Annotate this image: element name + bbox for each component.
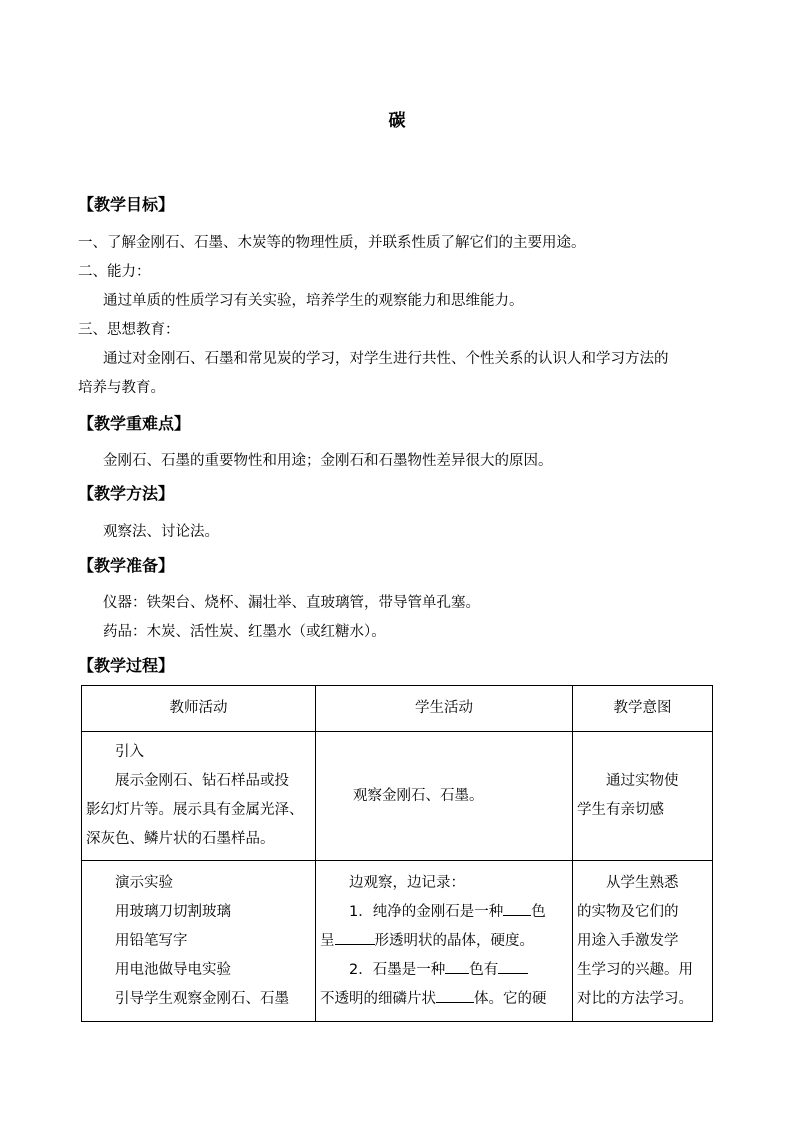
student-text: 体。它的硬 — [474, 990, 547, 1007]
teacher-line: 引导学生观察金刚石、石墨 — [115, 990, 289, 1007]
student-text: 形透明状的晶体，硬度。 — [374, 932, 534, 949]
fill-blank — [498, 956, 528, 974]
methods-text: 观察法、讨论法。 — [103, 524, 219, 540]
student-activity-cell — [316, 861, 573, 1022]
table-header-row — [82, 686, 713, 732]
student-line: 边观察，边记录： — [349, 874, 465, 891]
teacher-line: 影幻灯片等。展示具有金属光泽、 — [86, 802, 304, 818]
prep-heading: 【教学准备】 — [78, 556, 175, 575]
fill-blank — [436, 985, 474, 1003]
process-table — [81, 685, 713, 1022]
intent-cell — [573, 861, 713, 1022]
intent-line: 通过实物使 — [606, 773, 679, 789]
intent-line: 的实物及它们的 — [577, 903, 679, 920]
process-heading: 【教学过程】 — [78, 656, 175, 675]
teacher-activity-cell — [82, 732, 316, 861]
student-activity-cell — [316, 732, 573, 861]
intent-line: 生学习的兴趣。用 — [577, 961, 693, 978]
keypoints-text: 金刚石、石墨的重要物性和用途；金刚石和石墨物性差异很大的原因。 — [103, 453, 553, 469]
intent-line: 用途入手激发学 — [577, 932, 679, 949]
intent-cell — [573, 732, 713, 861]
student-line: 观察金刚石、石墨。 — [353, 787, 484, 804]
goal-item-2: 二、能力： — [78, 264, 151, 280]
methods-heading: 【教学方法】 — [78, 484, 175, 503]
goal-item-3-detail-cont: 培养与教育。 — [78, 380, 165, 396]
student-line — [320, 898, 568, 927]
student-text: 不透明的细磷片状 — [320, 990, 436, 1007]
teacher-line: 用玻璃刀切割玻璃 — [115, 903, 231, 920]
header-intent: 教学意图 — [573, 686, 713, 732]
header-student: 学生活动 — [316, 686, 573, 732]
teacher-line: 演示实验 — [115, 874, 173, 891]
student-line — [320, 985, 568, 1014]
intent-line: 对比的方法学习。 — [577, 990, 693, 1007]
student-text: 呈 — [320, 932, 335, 949]
fill-blank — [503, 898, 531, 916]
student-text: 1．纯净的金刚石是一种 — [349, 903, 504, 920]
teacher-line: 展示金刚石、钻石样品或投 — [115, 773, 289, 789]
teacher-line: 用铅笔写字 — [115, 932, 188, 949]
teacher-activity-cell — [82, 861, 316, 1022]
goal-item-3: 三、思想教育： — [78, 322, 180, 338]
intent-line: 从学生熟悉 — [606, 874, 679, 891]
goal-item-3-detail: 通过对金刚石、石墨和常见炭的学习，对学生进行共性、个性关系的认识人和学习方法的 — [103, 351, 669, 367]
table-row — [82, 732, 713, 861]
fill-blank — [445, 956, 469, 974]
teacher-line: 用电池做导电实验 — [115, 961, 231, 978]
keypoints-heading: 【教学重难点】 — [78, 414, 191, 433]
intent-line: 学生有亲切感 — [577, 802, 664, 818]
goals-heading: 【教学目标】 — [78, 195, 175, 214]
student-line — [320, 927, 568, 956]
goal-item-2-detail: 通过单质的性质学习有关实验，培养学生的观察能力和思维能力。 — [103, 293, 524, 309]
page-title: 碳 — [388, 111, 406, 131]
fill-blank — [335, 927, 375, 945]
student-text: 2．石墨是一种 — [349, 961, 446, 978]
prep-reagents: 药品：木炭、活性炭、红墨水（或红糖水）。 — [103, 624, 386, 640]
header-teacher: 教师活动 — [82, 686, 316, 732]
student-text: 色有 — [469, 961, 499, 978]
table-row — [82, 861, 713, 1022]
goal-item-1: 一、了解金刚石、石墨、木炭等的物理性质，并联系性质了解它们的主要用途。 — [78, 235, 586, 251]
teacher-line: 深灰色、鳞片状的石墨样品。 — [86, 831, 275, 847]
student-line — [320, 956, 568, 985]
prep-instruments: 仪器：铁架台、烧杯、漏壮举、直玻璃管，带导管单孔塞。 — [103, 595, 480, 611]
student-text: 色 — [531, 903, 546, 920]
teacher-line: 引入 — [115, 744, 144, 760]
